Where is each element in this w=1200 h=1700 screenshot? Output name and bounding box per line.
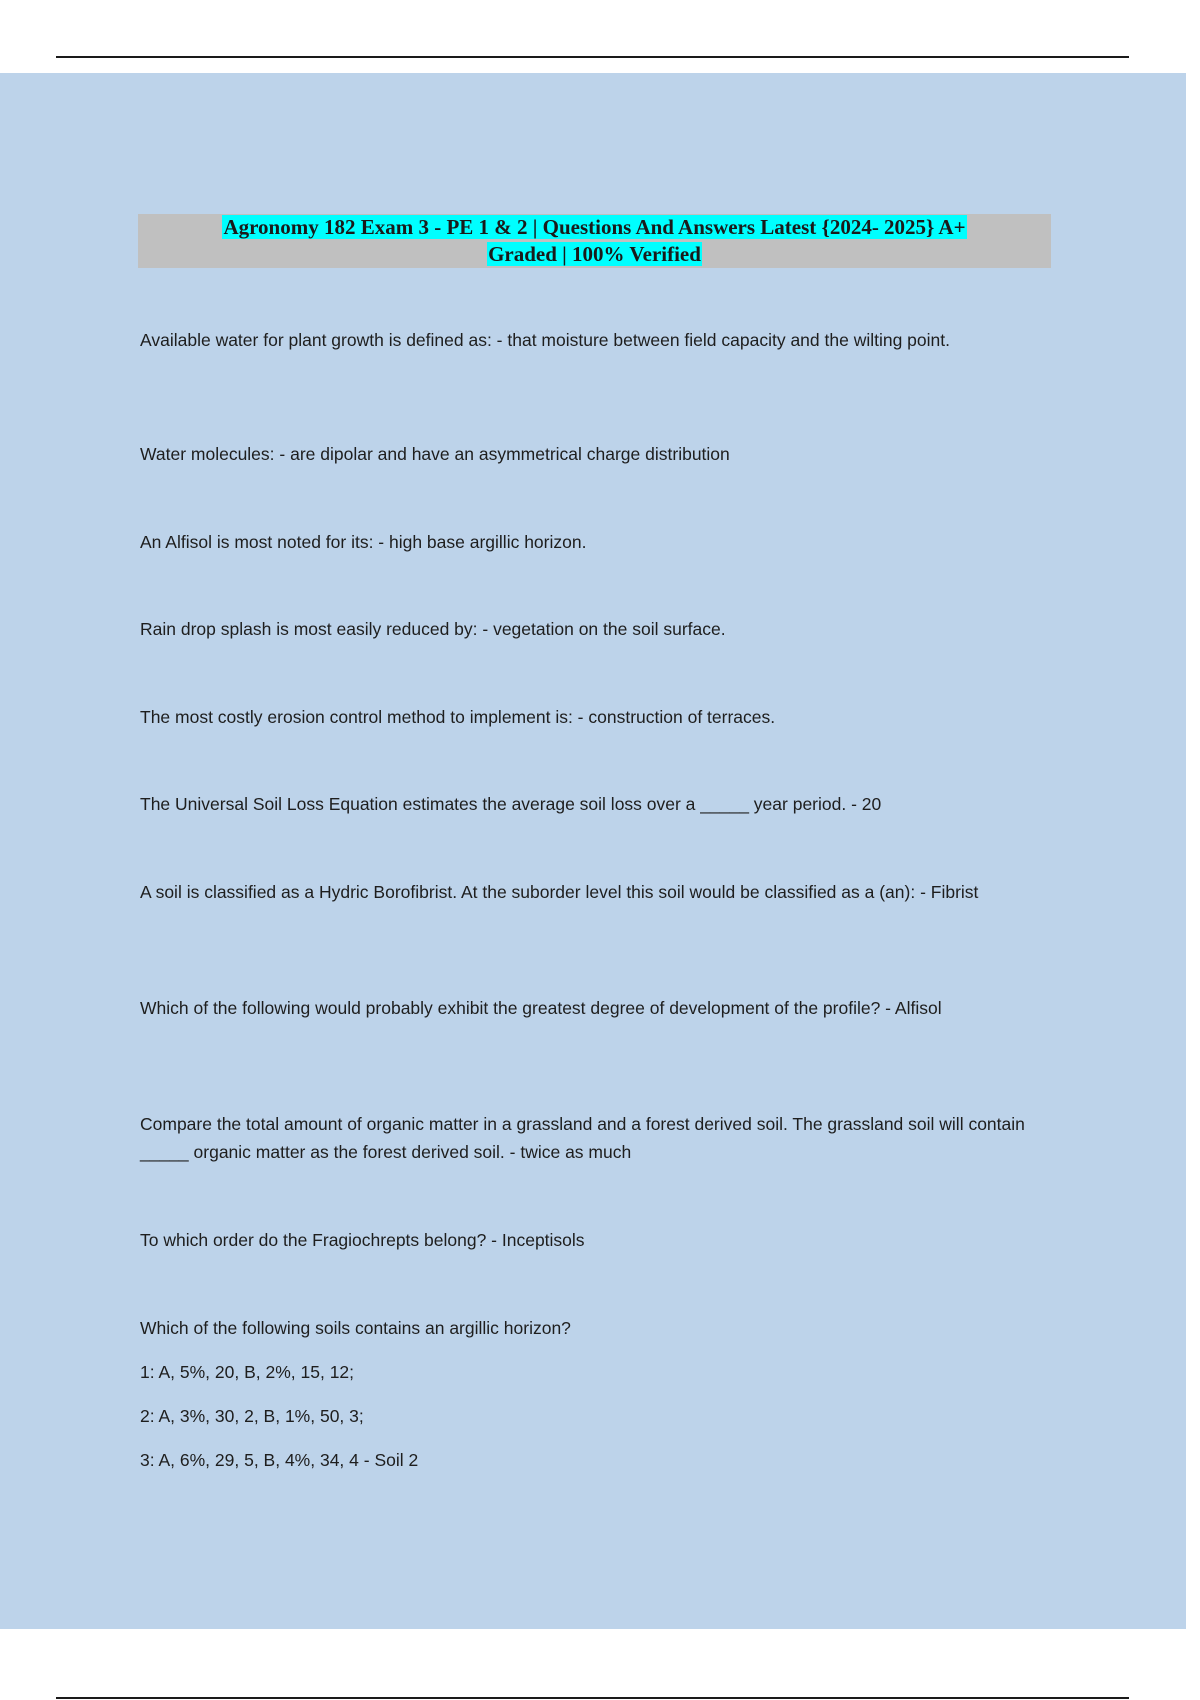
document-title [138,214,1051,268]
title-line-2: Graded | 100% Verified [488,242,701,266]
answer-option-3: 3: A, 6%, 29, 5, B, 4%, 34, 4 - Soil 2 [140,1450,419,1470]
header-rule [56,56,1129,58]
answer-option-2: 2: A, 3%, 30, 2, B, 1%, 50, 3; [140,1406,364,1426]
question-answer-6: The Universal Soil Loss Equation estimates the average soil loss over a _____ year period. - 20 [140,794,882,814]
footer-rule [56,1697,1129,1699]
question-answer-10: To which order do the Fragiochrepts belong? - Inceptisols [140,1230,585,1250]
question-answer-9: Compare the total amount of organic matter in a grassland and a forest derived soil. The grassland soil will contain _____ organic matter as the forest derived soil. - twice as much [140,1114,1025,1162]
question-answer-3: An Alfisol is most noted for its: - high base argillic horizon. [140,532,587,552]
title-line-1: Agronomy 182 Exam 3 - PE 1 & 2 | Questions And Answers Latest {2024- 2025} A+ [223,215,966,239]
answer-option-1: 1: A, 5%, 20, B, 2%, 15, 12; [140,1362,355,1382]
question-answer-5: The most costly erosion control method to implement is: - construction of terraces. [140,707,776,727]
question-answer-11: Which of the following soils contains an argillic horizon? [140,1318,571,1338]
question-answer-7: A soil is classified as a Hydric Borofibrist. At the suborder level this soil would be classified as a (an): - Fibrist [140,882,979,902]
content-panel [0,73,1186,1629]
question-answer-1: Available water for plant growth is defined as: - that moisture between field capacity and the wilting point. [140,330,950,350]
question-answer-8: Which of the following would probably exhibit the greatest degree of development of the profile? - Alfisol [140,998,942,1018]
question-answer-2: Water molecules: - are dipolar and have an asymmetrical charge distribution [140,444,730,464]
question-answer-4: Rain drop splash is most easily reduced by: - vegetation on the soil surface. [140,619,726,639]
